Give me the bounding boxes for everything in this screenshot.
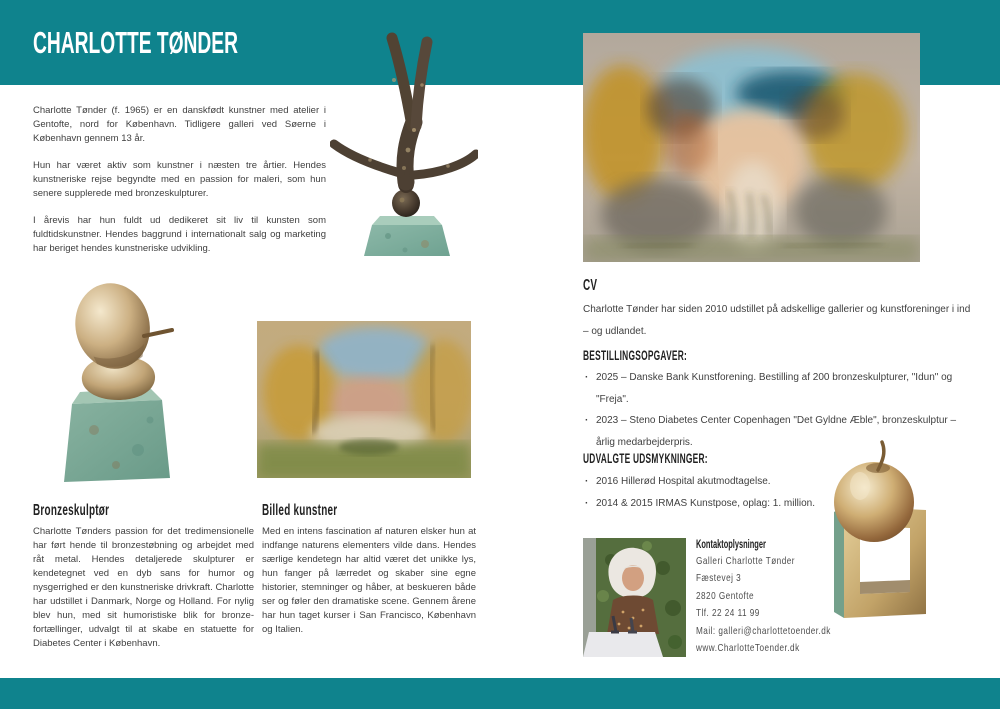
contact-website: www.CharlotteToender.dk: [696, 642, 800, 655]
contact-gallery-name: Galleri Charlotte Tønder: [696, 555, 795, 567]
section-heading: Bronzeskulptør: [33, 502, 110, 519]
decoration-item: · 2014 & 2015 IRMAS Kunstpose, oplag: 1. million.: [583, 493, 818, 515]
section-body: Med en intens fascination af naturen elsker hun at indfange naturens elementers vilde dans. Hendes særlige kendetegn har altid været det unikke lys, hun fanger på lærredet og skaber sine egne historier, stemninger og håber, at beskueren både ser og føler den dramatiske scene. Gennem årene har hun taget kurser i San Francisco, København og Italien.: [262, 526, 476, 635]
contact-block: [696, 536, 976, 657]
section-bronzeskulptor: [33, 503, 254, 651]
contact-phone: Tlf. 22 24 11 99: [696, 607, 760, 620]
page-title: [33, 27, 364, 58]
contact-email: Mail: galleri@charlottetoender.dk: [696, 624, 831, 637]
diver-sculpture-photo: [330, 30, 478, 256]
intro-paragraph: I årevis har hun fuldt ud dedikeret sit liv til kunsten som fuldtidskunstner. Hendes baggrund i internationalt salg og marketing har beriget hendes kunstneriske udvikling.: [33, 215, 326, 254]
contact-street: Fæstevej 3: [696, 572, 742, 585]
page-title-text: CHARLOTTE TØNDER: [33, 25, 239, 60]
cv-heading: CV: [583, 277, 598, 294]
commission-item: · 2023 – Steno Diabetes Center Copenhagen "Det Gyldne Æble", bronzeskulptur – årlig medarbejderpris.: [583, 410, 973, 453]
small-painting-photo: [257, 321, 471, 478]
bottom-accent-band: [0, 678, 1000, 709]
intro-paragraph: Hun har været aktiv som kunstner i næsten tre årtier. Hendes kunstneriske rejse begyndte med en passion for maleri, som hun senere supplerede med bronzeskulpturer.: [33, 160, 326, 199]
artist-portrait-photo: [583, 538, 686, 657]
bronze-sculpture-photo: [58, 280, 188, 485]
decoration-item: · 2016 Hillerød Hospital akutmodtagelse.: [583, 471, 818, 493]
decorations-heading: UDVALGTE UDSMYKNINGER:: [583, 451, 708, 466]
large-painting-photo: [583, 33, 920, 262]
commission-item: · 2025 – Danske Bank Kunstforening. Bestilling af 200 bronzeskulpturer, "Idun" og "Freja".: [583, 367, 973, 410]
section-heading: Billed kunstner: [262, 502, 338, 519]
contact-heading: Kontaktoplysninger: [696, 537, 766, 551]
commissions-heading: BESTILLINGSOPGAVER:: [583, 348, 688, 363]
section-billedkunstner: [262, 503, 476, 637]
cv-text: Charlotte Tønder har siden 2010 udstillet på adskellige gallerier og kunstforeninger i ind – og udlandet.: [583, 304, 971, 337]
intro-paragraph: Charlotte Tønder (f. 1965) er en danskfødt kunstner med atelier i Gentofte, nord for København. Tidligere galleri ved Søerne i København gennem 13 år.: [33, 105, 326, 144]
intro-text-block: [33, 104, 326, 269]
decorations-list: [583, 471, 818, 514]
section-body: Charlotte Tønders passion for det tredimensionelle har ført hende til bronzestøbning og arbejdet med råt metal. Hendes detaljerede skulpturer er kendetegnet ved en dyb sans for humor og nysgerrighed er den kunstneriske drivkraft. Charlotte har udstillet i Danmark, Norge og Holland. For nylig blev hun, med sit humoristiske blik for bronze-fortællinger, udvalgt til at skabe en statuette for Diabetes Center i København.: [33, 526, 254, 649]
contact-city: 2820 Gentofte: [696, 589, 755, 602]
